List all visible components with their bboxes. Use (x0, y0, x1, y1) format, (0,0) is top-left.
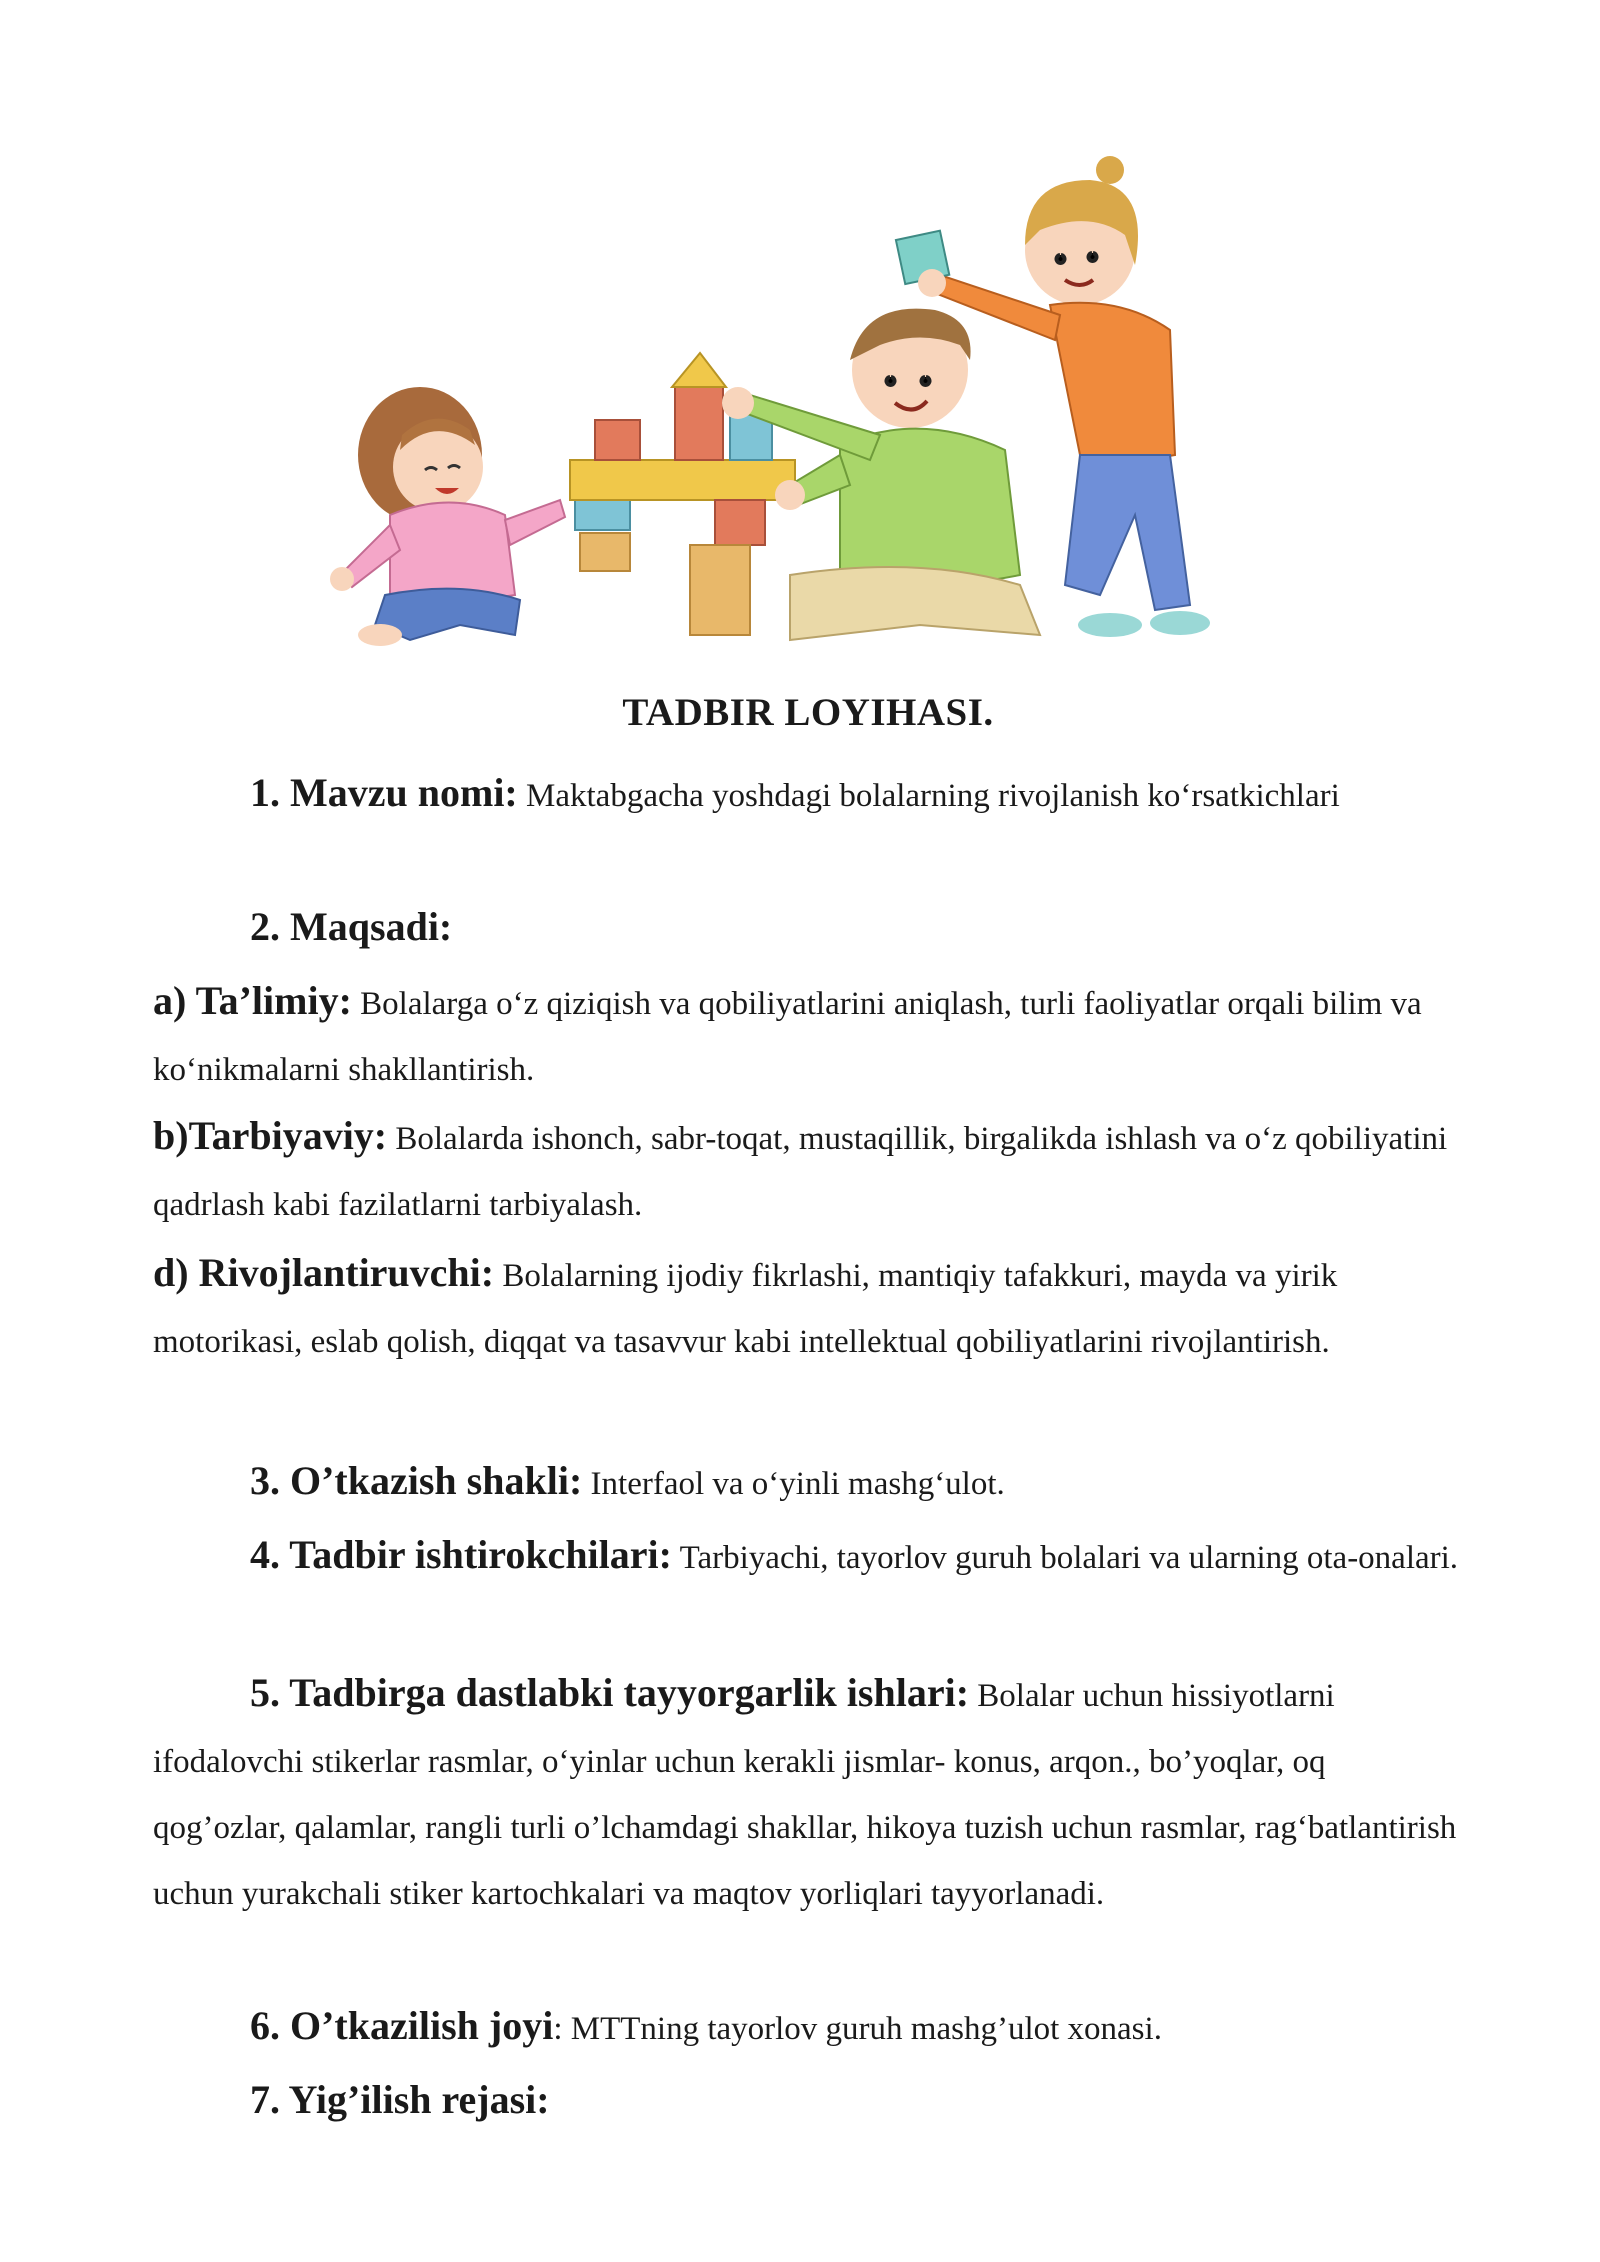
document-title: TADBIR LOYIHASI. (622, 691, 994, 734)
section-7-plan (153, 2067, 1463, 2136)
goal-upbringing-text: Bolalarda ishonch, sabr-toqat, mustaqillik, birgalikda ishlash va o‘z qobiliyatini qadrlash kabi fazilatlarni tarbiyalash. (153, 1121, 1448, 1223)
section-3-text: Interfaol va o‘yinli mashg‘ulot. (582, 1466, 1005, 1502)
goal-educational-text: Bolalarga o‘z qiziqish va qobiliyatlarini aniqlash, turli faoliyatlar orqali bilim va ko‘nikmalarni shakllantirish. (153, 986, 1422, 1088)
section-5-text: Bolalar uchun hissiyotlarni ifodalovchi stikerlar rasmlar, o‘yinlar uchun kerakli jismlar- konus, arqon., bo’yoqlar, oq qog’ozlar, qalamlar, rangli turli o’lchamdagi shakllar, hikoya tuzish uchun rasmlar, rag‘batlantirish uchun yurakchali stiker kartochkalari va maqtov yorliqlari tayyorlanadi. (153, 1678, 1457, 1912)
section-2-goal (153, 894, 1463, 963)
section-1-text: Maktabgacha yoshdagi bolalarning rivojlanish ko‘rsatkichlari (517, 778, 1340, 814)
family-building-blocks-illustration (320, 155, 1250, 655)
section-4-label: 4. Tadbir ishtirokchilari: (250, 1532, 672, 1577)
goal-educational (153, 968, 1463, 1103)
section-3-format (153, 1448, 1463, 1517)
section-4-participants (153, 1522, 1463, 1591)
goal-developmental (153, 1240, 1463, 1375)
goal-educational-label: a) Ta’limiy: (153, 978, 352, 1023)
section-5-preparation (153, 1660, 1463, 1927)
section-6-venue (153, 1993, 1463, 2062)
section-6-text: : MTTning tayorlov guruh mashg’ulot xonasi. (553, 2011, 1162, 2047)
section-4-text: Tarbiyachi, tayorlov guruh bolalari va ularning ota-onalari. (671, 1540, 1459, 1576)
blocks-figure (570, 353, 795, 635)
section-3-label: 3. O’tkazish shakli: (250, 1458, 583, 1503)
goal-developmental-text: Bolalarning ijodiy fikrlashi, mantiqiy tafakkuri, mayda va yirik motorikasi, eslab qolish, diqqat va tasavvur kabi intellektual qobiliyatlarini rivojlantirish. (153, 1258, 1338, 1360)
girl-figure (330, 387, 565, 646)
section-6-label: 6. O’tkazilish joyi (250, 2003, 554, 2048)
section-1-topic (153, 760, 1463, 829)
section-2-label: 2. Maqsadi: (250, 904, 453, 949)
section-5-label: 5. Tadbirga dastlabki tayyorgarlik ishlari: (250, 1670, 970, 1715)
goal-upbringing (153, 1103, 1463, 1238)
goal-developmental-label: d) Rivojlantiruvchi: (153, 1250, 495, 1295)
goal-upbringing-label: b)Tarbiyaviy: (153, 1113, 388, 1158)
section-1-label: 1. Mavzu nomi: (250, 770, 518, 815)
section-7-label: 7. Yig’ilish rejasi: (250, 2077, 550, 2122)
